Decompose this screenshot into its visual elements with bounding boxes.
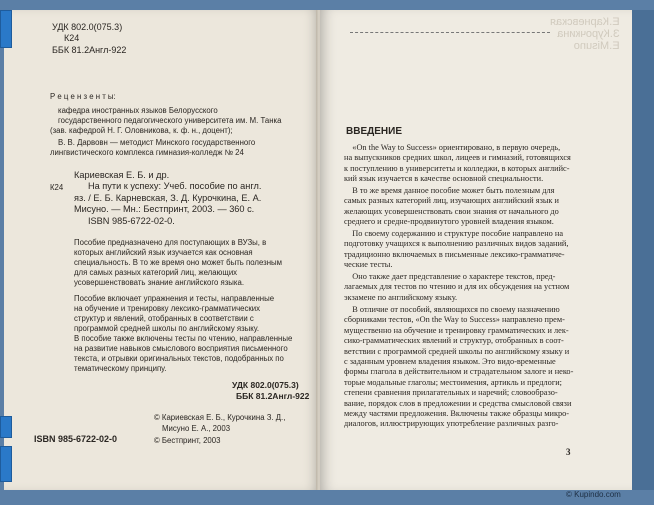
annotation-line: программой средней школы по английскому языку. [74, 324, 260, 333]
section-heading: ВВЕДЕНИЕ [346, 126, 402, 137]
catalog-card [74, 170, 261, 227]
annotation-line: на обучение и тренировку лексико-грамматических [74, 304, 261, 313]
annotation-line: на развитие навыков смыслового восприятия письменного [74, 344, 288, 353]
k24-code: К24 [64, 33, 80, 43]
background-edge [632, 10, 654, 490]
ghost-line: Е.Карневская [550, 16, 620, 28]
reviewers-line: (зав. кафедрой Н. Г. Оловникова, к. ф. н., доцент); [50, 126, 233, 135]
copyright-line: © Кариевская Е. Б., Курочкина З. Д., [154, 413, 286, 422]
annotation-line: для самых разных категорий лиц, желающих [74, 268, 238, 277]
intro-paragraph: В то же время данное пособие может быть полезным для самых разных категорий лиц, изучающих английский язык и желающих усовершенствовать свои знания от начального до среднего и средне-продвинутого уровней владения языком. [344, 186, 559, 227]
catalog-k24: К24 [50, 183, 64, 192]
catalog-line: яз. / Е. Б. Карневская, З. Д. Курочкина, Е. А. [74, 192, 262, 203]
sticky-tab [0, 446, 12, 482]
sticky-tab [0, 10, 12, 48]
annotation-line: Пособие предназначено для поступающих в ВУЗы, в [74, 238, 267, 247]
copyright-line: © Бестпринт, 2003 [154, 436, 221, 445]
udk-bottom: УДК 802.0(075.3) [232, 380, 299, 390]
annotation-line: усовершенствовать знание английского языка. [74, 278, 244, 287]
intro-paragraph: По своему содержанию и структуре пособие направлено на подготовку учащихся к выполнению различных видов заданий, традиционно включаемых в письменные лексико-грамматиче- ческие тесты. [344, 229, 569, 270]
copyright-line: Мисуно Е. А., 2003 [162, 424, 231, 433]
catalog-line: На пути к успеху: Учеб. пособие по англ. [88, 181, 262, 192]
catalog-line: Кариевская Е. Б. и др. [74, 170, 170, 180]
annotation-line: специальность. В то же время оно может быть полезным [74, 258, 282, 267]
annotation-line: тематическому принципу. [74, 364, 167, 373]
annotation-line: структур и явлений, отобранных в соответствии с [74, 314, 254, 323]
bbk-code: ББК 81.2Англ-922 [52, 45, 127, 55]
udk-code: УДК 802.0(075.3) [52, 22, 123, 32]
page-number: 3 [566, 447, 571, 457]
bleed-through-text [550, 16, 620, 52]
annotation-line: текста, и отрывки оригинальных текстов, подобранных по [74, 354, 284, 363]
reviewers-title: Р е ц е н з е н т ы: [50, 92, 116, 101]
reviewers-line: В. В. Дарвовн — методист Минского государственного [58, 138, 256, 147]
ghost-line: Е.Мisuno [573, 40, 620, 52]
isbn-bottom: ISBN 985-6722-02-0 [34, 434, 118, 444]
header-rule [350, 32, 550, 33]
annotation [74, 238, 292, 374]
annotation-line: В пособие также включены тесты по чтению, направленные [74, 334, 293, 343]
annotation-line: которых английский язык изучается как основная [74, 248, 253, 257]
left-page [4, 10, 320, 490]
intro-paragraph: В отличие от пособий, являющихся по своему назначению сборниками тестов, «On the Way to Success» направлено прем- мущественно на обучение и тренировку грамматических и лек- сико-грамматических явлений и структур, отобранных в соот- ветствии с программой средней школы по английскому языку и с заданным уровнем владения языком. Это видо-временные формы глагола в действительном и страдательном залоге и неко- торые модальные глаголы; местоимения, артикль и предлоги; степени сравнения прилагательных и наречий; словообразо- вание, порядок слов в предложении и средства смысловой связи между частями предложения. Включены также образцы микро- диалогов, иллюстрирующих употребление различных разго- [344, 305, 574, 429]
bbk-bottom: ББК 81.2Англ-922 [236, 391, 310, 401]
catalog-line: ISBN 985-6722-02-0. [88, 215, 175, 226]
catalog-line: Мисуно. — Мн.: Бестпринт, 2003. — 360 с. [74, 204, 255, 215]
ghost-line: З.Курочкина [557, 28, 620, 40]
sticky-tab [0, 416, 12, 438]
watermark: © Kupindo.com [566, 490, 621, 499]
intro-paragraph: Оно также дает представление о характере текстов, пред- лагаемых для тестов по чтению и для их обсуждения на устном экзамене по английскому языку. [344, 272, 570, 302]
annotation-line: Пособие включает упражнения и тесты, направленные [74, 294, 275, 303]
reviewers-line: лингвистического комплекса гимназия-колледж № 24 [50, 148, 244, 157]
reviewers-line: кафедра иностранных языков Белорусского [58, 106, 218, 115]
reviewers-line: государственного педагогического университета им. М. Танка [58, 116, 282, 125]
intro-paragraph: «On the Way to Success» ориентировано, в первую очередь, на выпускников средних школ, лицеев и гимназий, готовящихся к поступлению в университеты и колледжи, в которых английс- кий язык изучается в качестве основной специальности. [344, 143, 571, 184]
